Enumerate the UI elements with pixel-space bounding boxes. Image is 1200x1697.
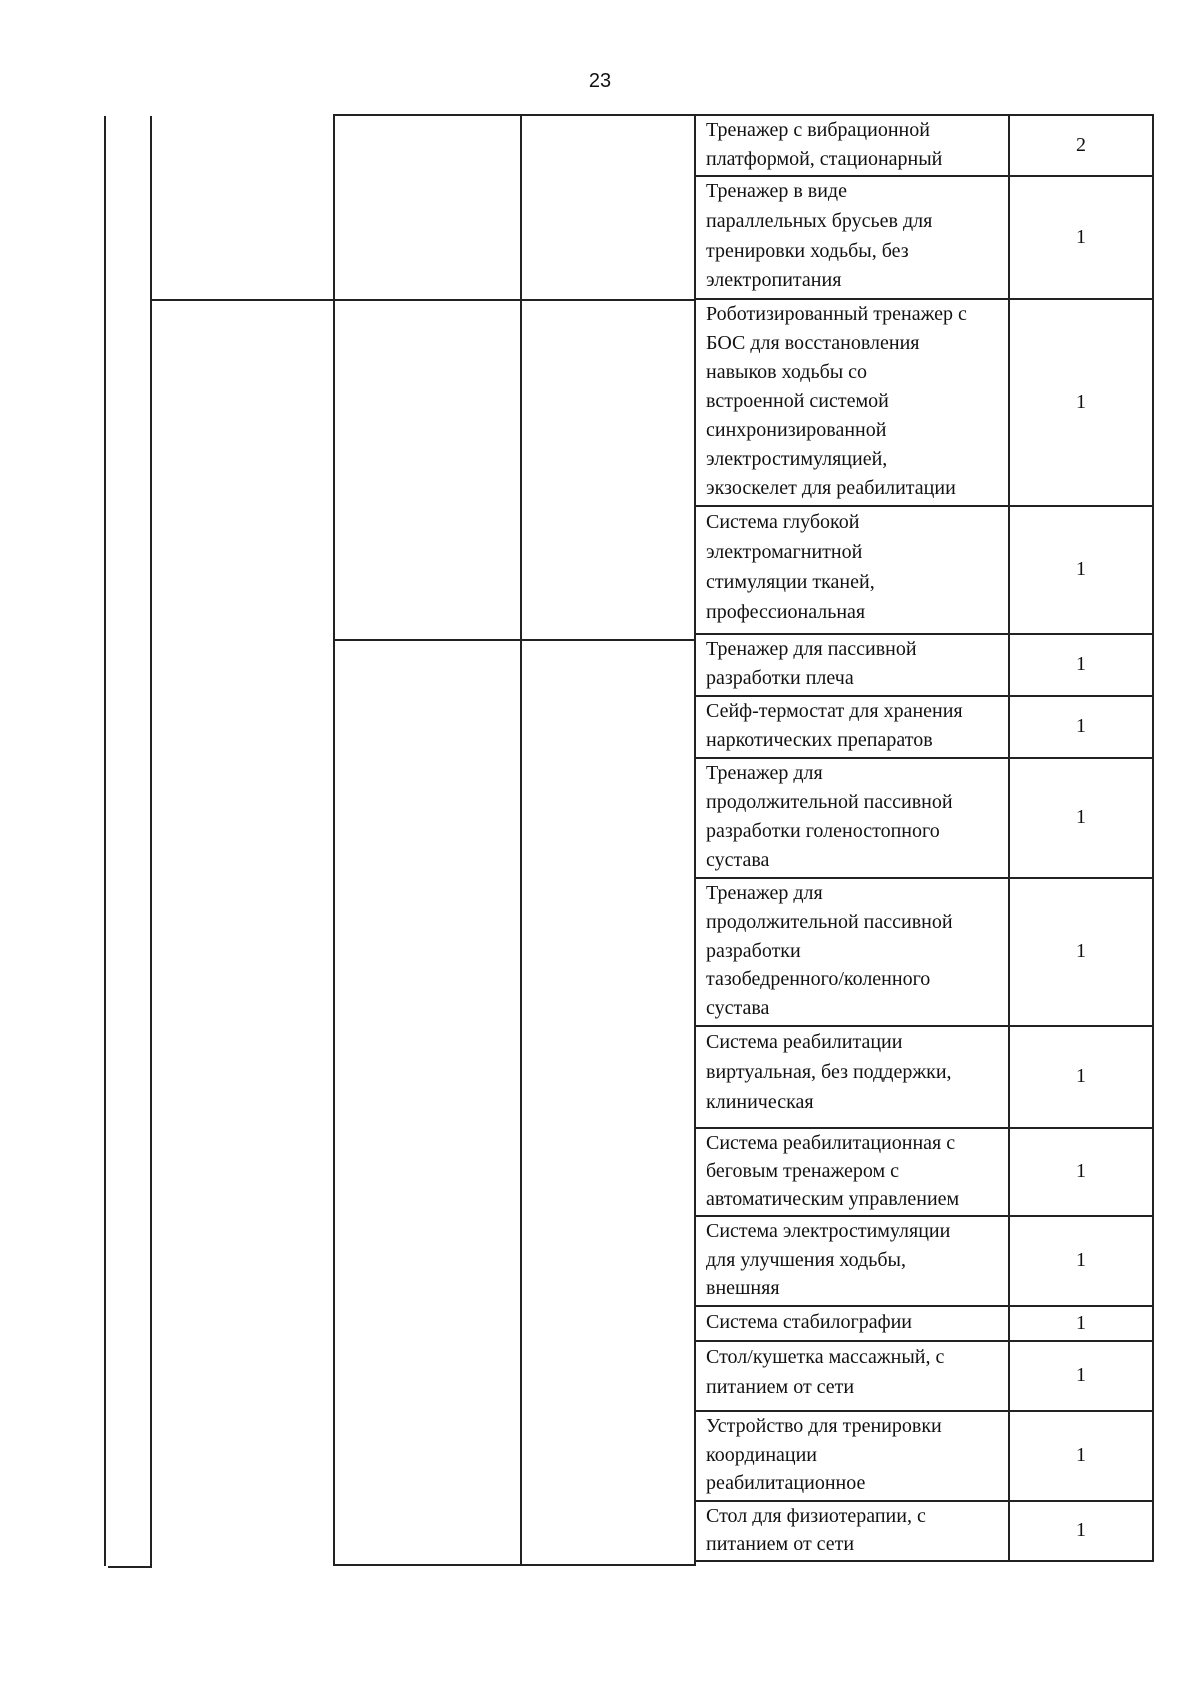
item-quantity: 1	[1076, 1519, 1086, 1541]
item-name: Тренажер для продолжительной пассивной разработки тазобедренного/коленного сустава	[706, 882, 953, 1020]
item-name: Сейф-термостат для хранения наркотических препаратов	[706, 700, 963, 751]
item-quantity: 1	[1076, 806, 1086, 828]
item-quantity: 1	[1076, 1364, 1086, 1386]
column-line-4	[1008, 114, 1010, 1560]
item-name: Система глубокой электромагнитной стимуляции тканей, профессиональная	[706, 511, 875, 623]
item-quantity: 1	[1076, 1444, 1086, 1466]
table-right-border	[1152, 114, 1154, 1560]
left-margin-line	[104, 116, 106, 1566]
item-quantity: 1	[1076, 715, 1086, 737]
table-bottom-right	[694, 1560, 1154, 1562]
item-quantity: 1	[1076, 940, 1086, 962]
item-quantity: 2	[1076, 133, 1086, 156]
item-quantity: 1	[1076, 225, 1086, 248]
item-name: Тренажер с вибрационной платформой, стационарный	[706, 119, 943, 170]
column-line-3	[694, 114, 696, 1564]
item-quantity: 1	[1076, 1160, 1086, 1182]
item-name: Система реабилитации виртуальная, без поддержки, клиническая	[706, 1031, 952, 1113]
group-top-border	[333, 114, 696, 116]
item-quantity: 1	[1076, 1249, 1086, 1271]
item-quantity: 1	[1076, 653, 1086, 675]
item-name: Стол/кушетка массажный, с питанием от сети	[706, 1346, 945, 1398]
page-number: 23	[588, 70, 612, 92]
group-border-2	[150, 299, 696, 301]
item-quantity: 1	[1076, 1065, 1086, 1087]
item-name: Устройство для тренировки координации реабилитационное	[706, 1415, 942, 1495]
item-name: Тренажер для пассивной разработки плеча	[706, 638, 917, 689]
item-quantity: 1	[1076, 390, 1086, 413]
item-quantity: 1	[1076, 1311, 1086, 1334]
column-line-2	[520, 114, 522, 1566]
item-name: Стол для физиотерапии, с питанием от сети	[706, 1505, 926, 1555]
table-bottom-left	[335, 1564, 696, 1566]
item-name: Тренажер в виде параллельных брусьев для тренировки ходьбы, без электропитания	[706, 180, 933, 292]
item-name: Система стабилографии	[706, 1311, 912, 1333]
column-line-1	[333, 114, 335, 1566]
left-column-bottom	[108, 1566, 152, 1568]
item-name: Система реабилитационная с беговым тренажером с автоматическим управлением	[706, 1132, 960, 1210]
group-border-3	[333, 639, 696, 641]
item-name: Тренажер для продолжительной пассивной разработки голеностопного сустава	[706, 762, 953, 871]
item-name: Система электростимуляции для улучшения ходьбы, внешняя	[706, 1220, 951, 1300]
item-name: Роботизированный тренажер с БОС для восстановления навыков ходьбы со встроенной системой синхронизированной электростимуляцией, экзоскелет для реабилитации	[706, 303, 967, 499]
item-quantity: 1	[1076, 558, 1086, 580]
left-column-line	[150, 116, 152, 1566]
